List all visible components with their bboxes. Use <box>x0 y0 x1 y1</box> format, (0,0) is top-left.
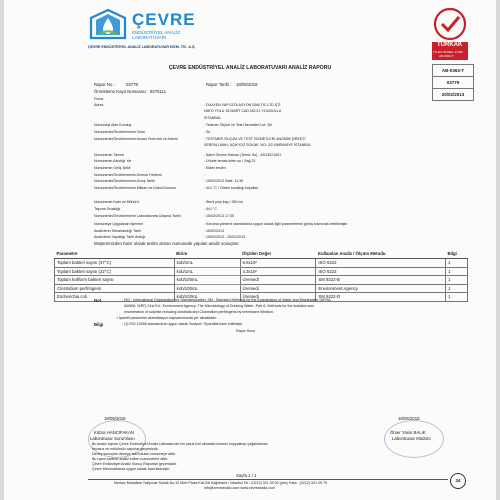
cell-method: Environment Agency <box>316 284 446 293</box>
report-date-value: 18/05/2018 <box>236 82 258 87</box>
cell-unit: kob/100mL <box>174 276 240 285</box>
cell-method: ISO 6222 <box>316 259 446 268</box>
cell-unit: kob/1mL <box>174 259 240 268</box>
note-line-1: : ISO : International Organization for Standardization; SM : Standard Methods for the Examination of Water and Wastewater (APHA, <box>122 298 332 302</box>
field-label: Numunenin/Örneklemenin Alınan Yerin Adı ve Adresi <box>94 137 178 141</box>
cell-method: ISO 6222 <box>316 267 446 276</box>
field-label: Analizlerin Yapıldığı Tarih Aralığı <box>94 235 146 239</box>
cell-info: 1 <box>446 284 468 293</box>
col-info: Bilgi <box>446 249 468 259</box>
turkak-accreditation-badge <box>428 6 472 62</box>
field-value: : Elden teslim <box>204 166 226 170</box>
turkak-code: AB-0363-T <box>439 54 454 58</box>
field-value: : 15/02/2013 Saat: 11:35 <box>204 179 244 183</box>
left-sign-date: 18/05/2018 <box>104 416 126 421</box>
note-line-3: enumeration of sulphite-reducing clostridia and Clostridium perfringens by membrane filtration. <box>124 310 275 314</box>
results-table <box>54 249 468 302</box>
cell-param: Toplam bakteri sayısı (22°C) <box>55 267 175 276</box>
cell-value: Üremedi <box>240 276 316 285</box>
cell-value: Üremedi <box>240 284 316 293</box>
field-value: : TESTMER ÖLÇÜM VE TEST HİZMETLERİ ANONİM ŞİRKETİ <box>204 137 306 141</box>
cell-unit: kob/1mL <box>174 267 240 276</box>
right-signer-name: Ömer Yasin BALIK <box>390 430 426 435</box>
footer-line-3: Deney sonuçları deneye tabi tutulan numuneye aittir. <box>92 452 176 456</box>
note-label: Not <box>94 298 102 303</box>
cell-info: 1 <box>446 259 468 268</box>
report-title: ÇEVRE ENDÜSTRİYEL ANALİZ LABORATUVARI ANALİZ RAPORU <box>168 65 332 71</box>
report-no-value: 03779 <box>126 82 138 87</box>
field-label: Numunenin Tanımı <box>94 153 125 157</box>
left-signer-title: Laboratuvar Sorumlusu <box>90 436 135 441</box>
field-label: Numunenin Geliş Şekli <box>94 166 131 170</box>
turkak-label: TÜRKAK <box>437 42 463 48</box>
note-line-2: AWWA, WEF) 21st Ed.; Environment Agency: The Microbiology of Drinking Water -Part 6- Methods for the isolation and <box>124 304 314 308</box>
cell-param: Toplam koliform bakteri sayısı <box>55 276 175 285</box>
field-label: Numunenin Alındığı Yer <box>94 159 132 163</box>
footer-web: info@cevreanaliz.com www.cevreanaliz.com <box>204 486 275 490</box>
field-label: Numunenin/Örneklemenin Miktarı ve Kabul Durumu <box>94 186 177 190</box>
info-label: Bilgi <box>94 322 104 327</box>
field-label: Numunenin/Örneklemenin Alınma Yöntemi <box>94 173 162 177</box>
report-no-label: Rapor No : <box>94 82 115 87</box>
field-value: SERFALI MAH. AÇIKYÜZ SOKAK. NO: 2/2 ÜMRANİYE İSTANBUL <box>204 143 312 147</box>
col-method: Kullanılan Analiz / Ölçüm Metodu <box>316 249 446 259</box>
table-intro: Müşterimizden hazır olarak teslim alınan numunede yapılan analiz sonuçları: <box>94 241 240 246</box>
cell-param: Toplam bakteri sayısı (37°C) <box>55 259 175 268</box>
sample-record-value: 9275111 <box>150 89 167 94</box>
cell-info: 1 <box>446 276 468 285</box>
field-label: Numunenin/Örneklemenin Alınış Tarihi <box>94 179 156 183</box>
cell-param: Clostridium perfringens <box>55 284 175 293</box>
field-label: Numunenin/Örneklemenin Cinsi <box>94 130 145 134</box>
left-signer-name: Kübra HANCIFAKAN <box>94 430 135 435</box>
field-value: : DUAYEN YAPI İZOLASYON SAN.TİC.LTD.ŞTİ. <box>204 103 282 107</box>
right-signer-title: Laboratuvar Müdürü <box>392 436 431 441</box>
field-value: : Steril poly kap / 250 mL <box>204 200 244 204</box>
field-label: Numuneyi Alan Kuruluş <box>94 123 132 127</box>
field-value: : Koruma yöntemi standardına uygun olarak ilgili parametrenin görüş kısmında belirtilmiştir <box>204 222 348 226</box>
footer-address: Merkez Mahallesi Tatlıpınar Sokak No:10 Mert Plaza Kat:2/8 Kağıthane / İstanbul Tel : (0212) 321 09 00 (pbx) Faks : (0212) 321 09 75 <box>114 481 328 485</box>
field-label: Numunenin/Örneklemenin Laboratuvara Ulaşma Tarihi <box>94 214 181 218</box>
field-value: : İşlem Öncesi Hamsu (Temiz Su) - AS13021501 <box>204 153 282 157</box>
page-number-badge: 34 <box>450 473 466 489</box>
accreditation-number: 03779 <box>432 76 474 89</box>
company-name: ÇEVRE ENDÜSTRİYEL ANALİZ LABORATUVAR HİZM. TİC. A.Ş. <box>88 45 196 49</box>
accreditation-date: 20/02/2013 <box>432 88 474 101</box>
cevre-logo-icon <box>88 8 128 42</box>
field-value: : Testmer Ölçüm ve Test Hizmetleri Ltd. Şti. <box>204 123 273 127</box>
sample-record-label: Örnekleme Kayıt Numarası : <box>94 89 149 94</box>
cell-method: SM 9222-B <box>316 276 446 285</box>
field-value: : 15/02/2013 17:30 <box>204 214 234 218</box>
cell-info: 1 <box>446 293 468 302</box>
turkak-standard: TS EN ISO/IEC 17025 <box>433 50 463 54</box>
field-label: Adres <box>94 103 104 107</box>
cell-unit: kob/100mL <box>174 284 240 293</box>
page-count: Sayfa 1 / 1 <box>236 473 257 478</box>
field-value: : 4±1 °C / Ortam sıcaklığı koşulları <box>204 186 259 190</box>
cell-value: 4.3x10² <box>240 267 316 276</box>
table-row <box>55 259 468 268</box>
cell-unit: kob/100mL <box>174 293 240 302</box>
field-value: : <box>204 173 205 177</box>
table-row <box>55 276 468 285</box>
note-line-4: ✓İşaretli parametre akreditasyon kapsamımızda yer almaktadır. <box>116 316 218 320</box>
col-parameter: Parametre <box>55 249 175 259</box>
brand-name: ÇEVRE <box>132 10 196 29</box>
table-row <box>55 284 468 293</box>
field-label: Analizlerin Tekrarlandığı Tarih <box>94 229 142 233</box>
col-value: Ölçülen Değer <box>240 249 316 259</box>
footer-line-4: Bu rapor sadece analiz edilen numunelere aittir. <box>92 457 168 461</box>
field-label: Firma <box>94 97 104 101</box>
field-value: NATO YOLU 18 MART CAD.NO:21 Y.DUDULLU <box>204 109 282 113</box>
field-value: : Ürünle temas eden su / Sağ 21 <box>204 159 256 163</box>
field-value: : 15/02/2013 <box>204 229 224 233</box>
table-row <box>55 267 468 276</box>
analysis-report-page <box>4 0 496 500</box>
brand-line-1: ENDÜSTRİYEL ANALİZ <box>132 30 181 35</box>
field-label: Taşıma Sıcaklığı <box>94 207 121 211</box>
field-value: İSTANBUL <box>204 116 222 120</box>
cell-value: 6.6x10² <box>240 259 316 268</box>
results-header-row <box>55 249 468 259</box>
field-label: Numuneye Uygulanan İşlemler <box>94 222 144 226</box>
brand-line-2: LABORATUVARI <box>132 35 167 40</box>
cell-param: Escherichia coli <box>55 293 175 302</box>
field-value: : 15/02/2013 - 20/02/2013 <box>204 235 246 239</box>
report-end: Rapor Sonu <box>236 329 256 333</box>
field-value: : 4±1 °C <box>204 207 217 211</box>
footer-line-6: Çevre Mevzuatlarına uygun olarak hazırlanmıştır. <box>92 467 171 471</box>
report-date-label: Rapor Tarihi : <box>206 82 232 87</box>
accreditation-code: AB-0363-T <box>432 64 474 77</box>
field-value: : Su <box>204 130 211 134</box>
col-unit: Birim <box>174 249 240 259</box>
cell-method: SM 9222-D <box>316 293 446 302</box>
footer-line-1: Bu analiz raporu Çevre Endüstriyel Analiz Laboratuvarı'nın yazılı izni olmadan kısmen kopyalanıp çoğaltılamaz. <box>92 442 269 446</box>
cell-value: Üremedi <box>240 293 316 302</box>
right-sign-date: 18/05/2018 <box>398 416 420 421</box>
cell-info: 1 <box>446 267 468 276</box>
info-line: : (1) ISO 19458 standardına uygun olarak Sodyum Tiyosülfat ilave edilmiştir. <box>122 322 243 326</box>
footer-line-2: İmzasız ve mühürsüz raporlar geçersizdir. <box>92 447 159 451</box>
field-label: Numunenin Kabı ve Mühürü <box>94 200 139 204</box>
footer-line-5: Çevre Endüstriyel Analiz Sonuç Raporları geçersizdir. <box>92 462 178 466</box>
